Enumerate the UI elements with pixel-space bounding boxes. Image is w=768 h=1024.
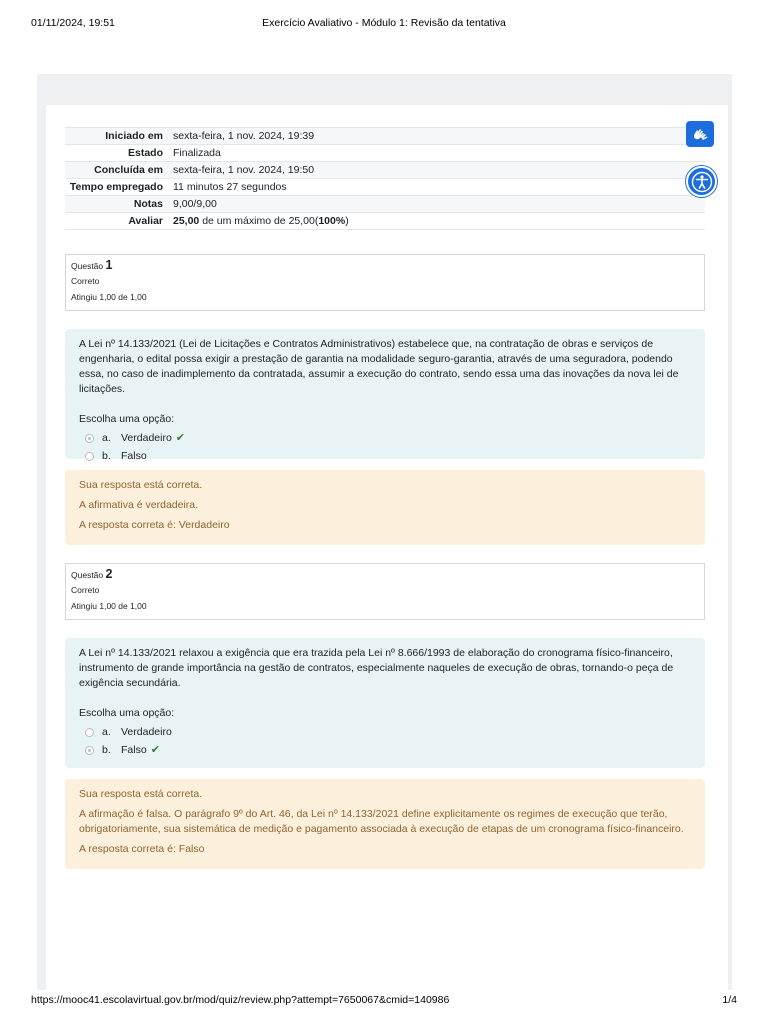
summary-row-grade — [65, 213, 705, 230]
question-mark: Atingiu 1,00 de 1,00 — [71, 292, 147, 302]
question-text: A Lei nº 14.133/2021 relaxou a exigência que era trazida pela Lei nº 8.666/1993 de elaboração do cronograma físico-financeiro, instrumento de grande importância na gestão de contratos, especialmente naqueles de execução de obras, tornando-o peça de exigência secundária. — [79, 647, 674, 689]
question-2-info — [65, 563, 705, 620]
checkmark-icon: ✔ — [175, 431, 186, 444]
summary-value: Finalizada — [173, 147, 221, 159]
feedback-general: A afirmativa é verdadeira. — [79, 499, 199, 511]
answer-prompt: Escolha uma opção: — [79, 707, 175, 719]
summary-value: 9,00/9,00 — [173, 198, 217, 210]
summary-row-completed — [65, 162, 705, 179]
print-page-number: 1/4 — [722, 994, 737, 1006]
question-mark: Atingiu 1,00 de 1,00 — [71, 601, 147, 611]
feedback-right-answer: A resposta correta é: Verdadeiro — [79, 519, 230, 531]
answer-option-b[interactable] — [79, 741, 691, 759]
accessibility-icon — [691, 171, 713, 193]
sign-language-button[interactable] — [686, 121, 714, 147]
radio-button[interactable] — [85, 728, 94, 737]
summary-label: Avaliar — [128, 215, 163, 227]
radio-button[interactable] — [85, 746, 94, 755]
radio-button[interactable] — [85, 434, 94, 443]
summary-row-started — [65, 128, 705, 145]
checkmark-icon: ✔ — [150, 743, 160, 756]
print-title: Exercício Avaliativo - Módulo 1: Revisão da tentativa — [262, 17, 506, 29]
answer-list — [79, 723, 691, 759]
summary-row-time — [65, 179, 705, 196]
radio-button[interactable] — [85, 452, 94, 461]
question-2-content — [65, 638, 705, 768]
question-label: Questão — [71, 570, 104, 580]
summary-label: Concluída em — [94, 164, 163, 176]
question-number — [71, 259, 699, 273]
print-footer — [0, 994, 768, 1008]
option-label: Falso — [121, 449, 147, 462]
grade-percent: 100% — [318, 215, 346, 227]
question-1-feedback — [65, 470, 705, 545]
answer-option-a[interactable] — [79, 429, 691, 447]
print-url: https://mooc41.escolavirtual.gov.br/mod/quiz/review.php?attempt=7650067&cmid=140986 — [31, 994, 450, 1006]
answer-prompt: Escolha uma opção: — [79, 413, 175, 425]
summary-row-state — [65, 145, 705, 162]
question-number-value: 1 — [105, 258, 113, 272]
grade-middle: de um máximo de 25,00( — [199, 215, 319, 227]
print-datetime: 01/11/2024, 19:51 — [31, 17, 115, 29]
question-label: Questão — [71, 261, 104, 271]
question-1-info — [65, 254, 705, 311]
grade-end: ) — [345, 215, 349, 227]
option-letter: b. — [102, 449, 111, 462]
answer-list — [79, 429, 691, 465]
question-text: A Lei nº 14.133/2021 (Lei de Licitações e Contratos Administrativos) estabelece que, na contratação de obras e serviços de engenharia, o edital possa exigir a prestação de garantia na modalidade seguro-garantia, através de uma seguradora, podendo essa, no caso de inadimplemento da contratada, assumir a execução do contrato, sendo essa uma das inovações da nova lei de licitações. — [79, 338, 679, 395]
summary-value: 11 minutos 27 segundos — [173, 181, 287, 193]
grade-score: 25,00 — [173, 215, 200, 227]
option-label: Verdadeiro — [121, 431, 172, 444]
option-letter: b. — [102, 743, 111, 756]
summary-label: Notas — [133, 198, 163, 210]
answer-option-b[interactable] — [79, 447, 691, 465]
attempt-summary-table — [65, 127, 705, 230]
option-label: Falso — [121, 743, 147, 756]
summary-value: sexta-feira, 1 nov. 2024, 19:50 — [173, 164, 315, 176]
accessibility-button[interactable] — [686, 166, 717, 197]
summary-value: sexta-feira, 1 nov. 2024, 19:39 — [173, 130, 315, 142]
question-status: Correto — [71, 276, 100, 286]
question-number-value: 2 — [105, 567, 113, 581]
feedback-status: Sua resposta está correta. — [79, 788, 203, 800]
summary-label: Iniciado em — [105, 130, 163, 142]
feedback-general: A afirmação é falsa. O parágrafo 9º do Art. 46, da Lei nº 14.133/2021 define explicitamente os regimes de execução que terão, obrigatoriamente, sua sistemática de medição e pagamento associada à execução de etapas de um cronograma físico-financeiro. — [79, 808, 684, 835]
feedback-right-answer: A resposta correta é: Falso — [79, 843, 205, 855]
option-letter: a. — [102, 431, 111, 444]
feedback-status: Sua resposta está correta. — [79, 479, 203, 491]
summary-label: Estado — [127, 147, 163, 159]
question-1-content — [65, 329, 705, 462]
summary-label: Tempo empregado — [69, 181, 163, 193]
question-status: Correto — [71, 585, 100, 595]
question-number — [71, 568, 699, 582]
summary-row-marks — [65, 196, 705, 213]
answer-option-a[interactable] — [79, 723, 691, 741]
question-2-feedback — [65, 779, 705, 869]
sign-language-icon — [691, 126, 709, 142]
option-label: Verdadeiro — [121, 725, 172, 738]
summary-grade-value — [169, 213, 705, 230]
print-header — [0, 17, 768, 31]
option-letter: a. — [102, 725, 111, 738]
